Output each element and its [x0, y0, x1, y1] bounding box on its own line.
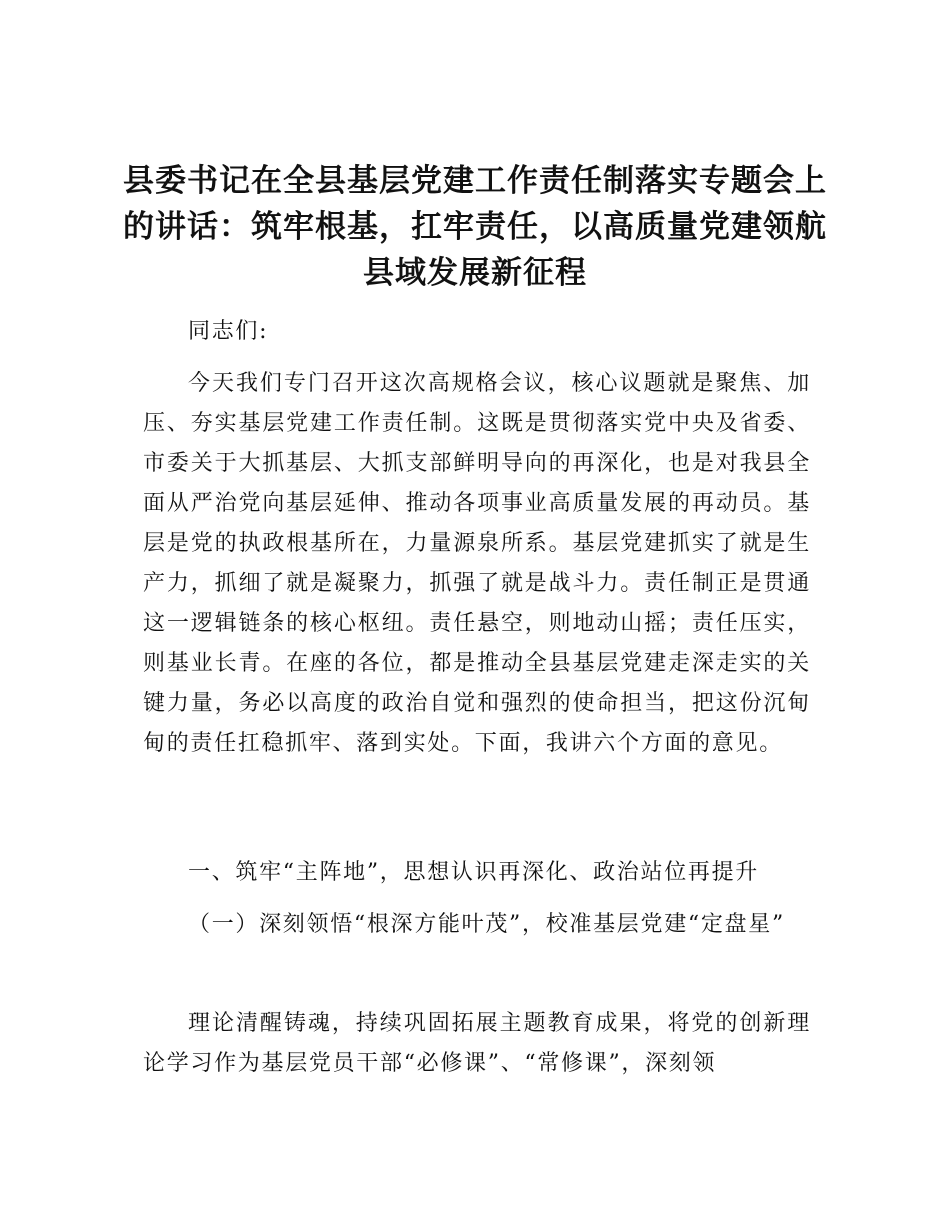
intro-paragraph: 今天我们专门召开这次高规格会议，核心议题就是聚焦、加压、夯实基层党建工作责任制。这既是贯彻落实党中央及省委、市委关于大抓基层、大抓支部鲜明导向的再深化，也是对我县全面从严治党向基层延伸、推动各项事业高质量发展的再动员。基层是党的执政根基所在，力量源泉所系。基层党建抓实了就是生产力，抓细了就是凝聚力，抓强了就是战斗力。责任制正是贯通这一逻辑链条的核心枢纽。责任悬空，则地动山摇；责任压实，则基业长青。在座的各位，都是推动全县基层党建走深走实的关键力量，务必以高度的政治自觉和强烈的使命担当，把这份沉甸甸的责任扛稳抓牢、落到实处。下面，我讲六个方面的意见。	[143, 371, 811, 756]
body-paragraph: 理论清醒铸魂，持续巩固拓展主题教育成果，将党的创新理论学习作为基层党员干部“必修课”、“常修课”，深刻领	[143, 1011, 811, 1076]
subsection-heading: （一）深刻领悟“根深方能叶茂”，校准基层党建“定盘星”	[188, 912, 785, 937]
section-heading: 一、筑牢“主阵地”，思想认识再深化、政治站位再提升	[188, 860, 759, 885]
document-title: 县委书记在全县基层党建工作责任制落实专题会上的讲话：筑牢根基，扛牢责任，以高质量党建领航县域发展新征程	[123, 163, 827, 291]
salutation: 同志们:	[188, 319, 269, 344]
